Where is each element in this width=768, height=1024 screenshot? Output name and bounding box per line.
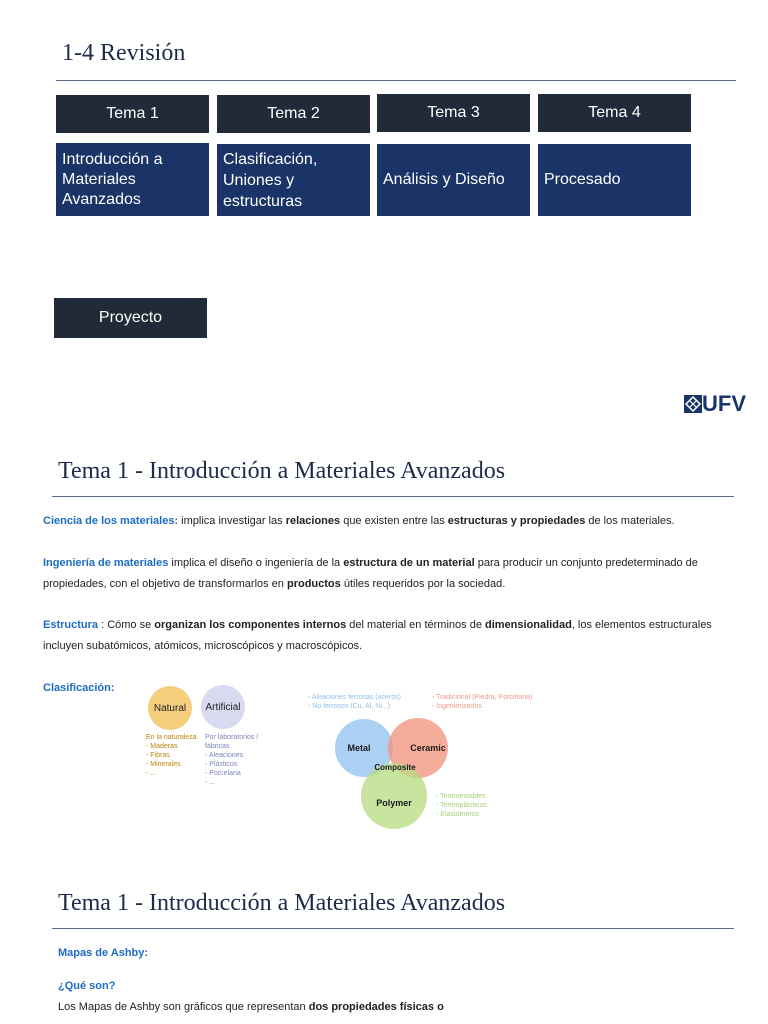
tema-2-description: Clasificación, Uniones y estructuras: [217, 144, 370, 216]
text: implica el diseño o ingeniería de la: [168, 557, 344, 569]
materials-venn-diagram: [330, 712, 460, 830]
artificial-list: [205, 733, 258, 787]
text: Los Mapas de Ashby son gráficos que representan: [58, 1001, 309, 1013]
proyecto-button[interactable]: Proyecto: [54, 298, 207, 338]
text: útiles requeridos por la sociedad.: [340, 578, 506, 590]
text: de los materiales.: [585, 515, 675, 527]
ceramic-notes: [432, 693, 532, 711]
artificial-list-item: - Porcelana: [205, 770, 241, 777]
polymer-note: - Termoplásticos: [436, 802, 487, 809]
natural-list-item: - Maderas: [146, 743, 178, 750]
polymer-note: - Elastómeros: [436, 811, 480, 818]
natural-list-item: - Fibras: [146, 752, 170, 759]
metal-notes: [308, 693, 401, 711]
text: que existen entre las: [340, 515, 448, 527]
tema-1-button[interactable]: Tema 1: [56, 95, 209, 133]
polymer-note: - Termoestables: [436, 793, 486, 800]
text: : Cómo se: [98, 619, 155, 631]
slide1-title: 1-4 Revisión: [62, 40, 186, 66]
artificial-list-item: Por laboratorios /: [205, 734, 259, 741]
natural-list-item: - Minerales: [146, 761, 181, 768]
estructura-lead: Estructura: [43, 619, 99, 631]
paragraph-ingenieria: [43, 553, 733, 595]
text: para producir un conjunto predeterminado de propiedades, con el objetivo de transformarlos en: [43, 557, 698, 590]
slide2-title: Tema 1 - Introducción a Materiales Avanzados: [58, 458, 506, 484]
text: del material en términos de: [346, 619, 485, 631]
tema-1-description: Introducción a Materiales Avanzados: [56, 143, 209, 216]
artificial-list-item: - Plásticos: [205, 761, 238, 768]
bold-text: estructuras y propiedades: [447, 515, 586, 527]
natural-label: Natural: [153, 702, 187, 714]
ufv-logo-text: UFV: [702, 391, 746, 416]
natural-circle: [148, 686, 192, 730]
metal-note: - No ferrosos (Cu, Al, Ni...): [308, 703, 391, 710]
artificial-label: Artificial: [205, 701, 241, 713]
ceramic-note: - Tradicional (Piedra, Porcelana): [432, 694, 533, 701]
natural-list-item: En la naturaleza: [146, 734, 197, 741]
ashby-description: [58, 997, 738, 1018]
artificial-list-item: - ...: [205, 779, 216, 786]
bold-text: dos propiedades físicas o: [308, 1001, 444, 1013]
ciencia-lead: Ciencia de los materiales:: [43, 515, 179, 527]
slide1-divider: [56, 80, 736, 81]
bold-text: productos: [286, 578, 341, 590]
paragraph-ciencia: [43, 511, 733, 532]
natural-list-item: - ...: [146, 770, 157, 777]
bold-text: organizan los componentes internos: [154, 619, 347, 631]
ufv-logo-icon: [684, 395, 702, 413]
clasificacion-label: Clasificación:: [43, 682, 115, 694]
tema-3-button[interactable]: Tema 3: [377, 94, 530, 132]
tema-4-button[interactable]: Tema 4: [538, 94, 691, 132]
ceramic-label: Ceramic: [410, 743, 446, 753]
bold-text: relaciones: [285, 515, 341, 527]
artificial-circle: [201, 685, 245, 729]
ceramic-note: - Ingenierizados: [432, 703, 482, 710]
artificial-list-item: - Aleaciones: [205, 752, 244, 759]
slide3-divider: [52, 928, 734, 929]
polymer-circle: [361, 763, 427, 829]
paragraph-estructura: [43, 615, 733, 657]
text: implica investigar las: [178, 515, 286, 527]
artificial-list-item: fábricas: [205, 743, 230, 750]
metal-note: - Aleaciones ferrosas (aceros): [308, 694, 401, 701]
slide3-title: Tema 1 - Introducción a Materiales Avanzados: [58, 890, 506, 916]
metal-label: Metal: [347, 743, 371, 753]
slide2-divider: [52, 496, 734, 497]
polymer-label: Polymer: [376, 798, 412, 808]
tema-3-description: Análisis y Diseño: [377, 144, 530, 216]
ufv-logo: [684, 391, 746, 417]
bold-text: estructura de un material: [343, 557, 475, 569]
natural-list: [146, 733, 197, 778]
composite-label: Composite: [374, 763, 416, 772]
tema-4-description: Procesado: [538, 144, 691, 216]
ashby-question: ¿Qué son?: [58, 980, 116, 992]
text: , los elementos estructurales incluyen subatómicos, atómicos, microscópicos y macroscópicos.: [43, 619, 712, 652]
ashby-heading: Mapas de Ashby:: [58, 947, 149, 959]
ingenieria-lead: Ingeniería de materiales: [43, 557, 169, 569]
bold-text: dimensionalidad: [485, 619, 572, 631]
tema-2-button[interactable]: Tema 2: [217, 95, 370, 133]
